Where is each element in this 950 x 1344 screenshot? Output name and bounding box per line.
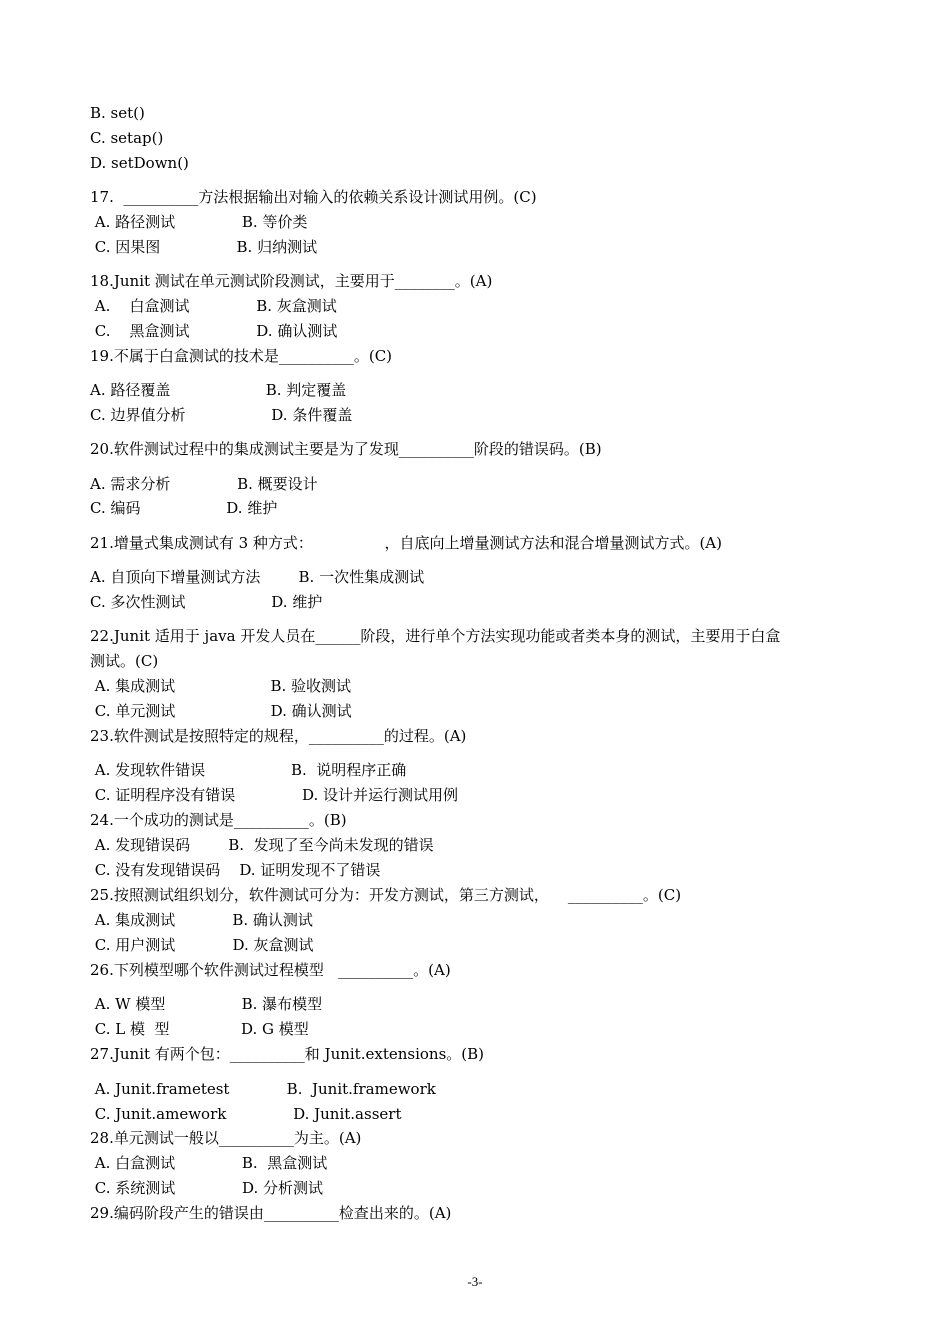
text-line: 18.Junit 测试在单元测试阶段测试，主要用于________。(A) (90, 272, 493, 290)
text-line: 测试。(C) (90, 652, 159, 670)
text-line: A. 白盒测试 B. 灰盒测试 (90, 297, 337, 315)
text-line: 24.一个成功的测试是__________。(B) (90, 811, 347, 829)
text-line: C. 黑盒测试 D. 确认测试 (90, 322, 338, 340)
text-line: 20.软件测试过程中的集成测试主要是为了发现__________阶段的错误码。(B) (90, 440, 602, 458)
text-line: A. 路径测试 B. 等价类 (90, 213, 308, 231)
text-line: C. 因果图 B. 归纳测试 (90, 238, 318, 256)
text-line: 19.不属于白盒测试的技术是__________。(C) (90, 347, 393, 365)
text-line: C. 多次性测试 D. 维护 (90, 593, 323, 611)
text-line: 29.编码阶段产生的错误由__________检查出来的。(A) (90, 1204, 452, 1222)
text-line: A. 集成测试 B. 确认测试 (90, 911, 313, 929)
text-line: A. Junit.frametest B. Junit.framework (90, 1080, 436, 1098)
text-line: C. 编码 D. 维护 (90, 499, 278, 517)
text-line: 27.Junit 有两个包：__________和 Junit.extensions。(B) (90, 1045, 484, 1063)
text-line: A. 发现错误码 B. 发现了至今尚未发现的错误 (90, 836, 434, 854)
text-line: 22.Junit 适用于 java 开发人员在______阶段，进行单个方法实现功能或者类本身的测试，主要用于白盒 (90, 627, 781, 645)
text-line: A. 需求分析 B. 概要设计 (90, 475, 318, 493)
text-line: A. 自顶向下增量测试方法 B. 一次性集成测试 (90, 568, 425, 586)
text-line: 28.单元测试一般以__________为主。(A) (90, 1129, 362, 1147)
text-line: C. Junit.amework D. Junit.assert (90, 1105, 402, 1123)
text-line: C. setap() (90, 129, 164, 147)
text-line: 23.软件测试是按照特定的规程，__________的过程。(A) (90, 727, 467, 745)
text-line: A. 路径覆盖 B. 判定覆盖 (90, 381, 347, 399)
text-line: 25.按照测试组织划分，软件测试可分为：开发方测试，第三方测试， __________。(C) (90, 886, 682, 904)
text-line: D. setDown() (90, 154, 189, 172)
text-line: C. 没有发现错误码 D. 证明发现不了错误 (90, 861, 381, 879)
text-line: C. 用户测试 D. 灰盒测试 (90, 936, 314, 954)
text-line: A. 白盒测试 B. 黑盒测试 (90, 1154, 328, 1172)
page-number: -3- (467, 1274, 483, 1289)
text-line: C. L 模 型 D. G 模型 (90, 1020, 309, 1038)
text-line: A. 发现软件错误 B. 说明程序正确 (90, 761, 407, 779)
text-line: C. 单元测试 D. 确认测试 (90, 702, 352, 720)
text-line: A. 集成测试 B. 验收测试 (90, 677, 352, 695)
text-line: B. set() (90, 104, 145, 122)
text-line: 26.下列模型哪个软件测试过程模型 __________。(A) (90, 961, 451, 979)
text-line: C. 证明程序没有错误 D. 设计并运行测试用例 (90, 786, 459, 804)
text-line: 17. __________方法根据输出对输入的依赖关系设计测试用例。(C) (90, 188, 537, 206)
text-line: A. W 模型 B. 瀑布模型 (90, 995, 323, 1013)
text-line: 21.增量式集成测试有 3 种方式： ，自底向上增量测试方法和混合增量测试方式。(A) (90, 534, 722, 552)
text-line: C. 边界值分析 D. 条件覆盖 (90, 406, 353, 424)
text-line: C. 系统测试 D. 分析测试 (90, 1179, 324, 1197)
